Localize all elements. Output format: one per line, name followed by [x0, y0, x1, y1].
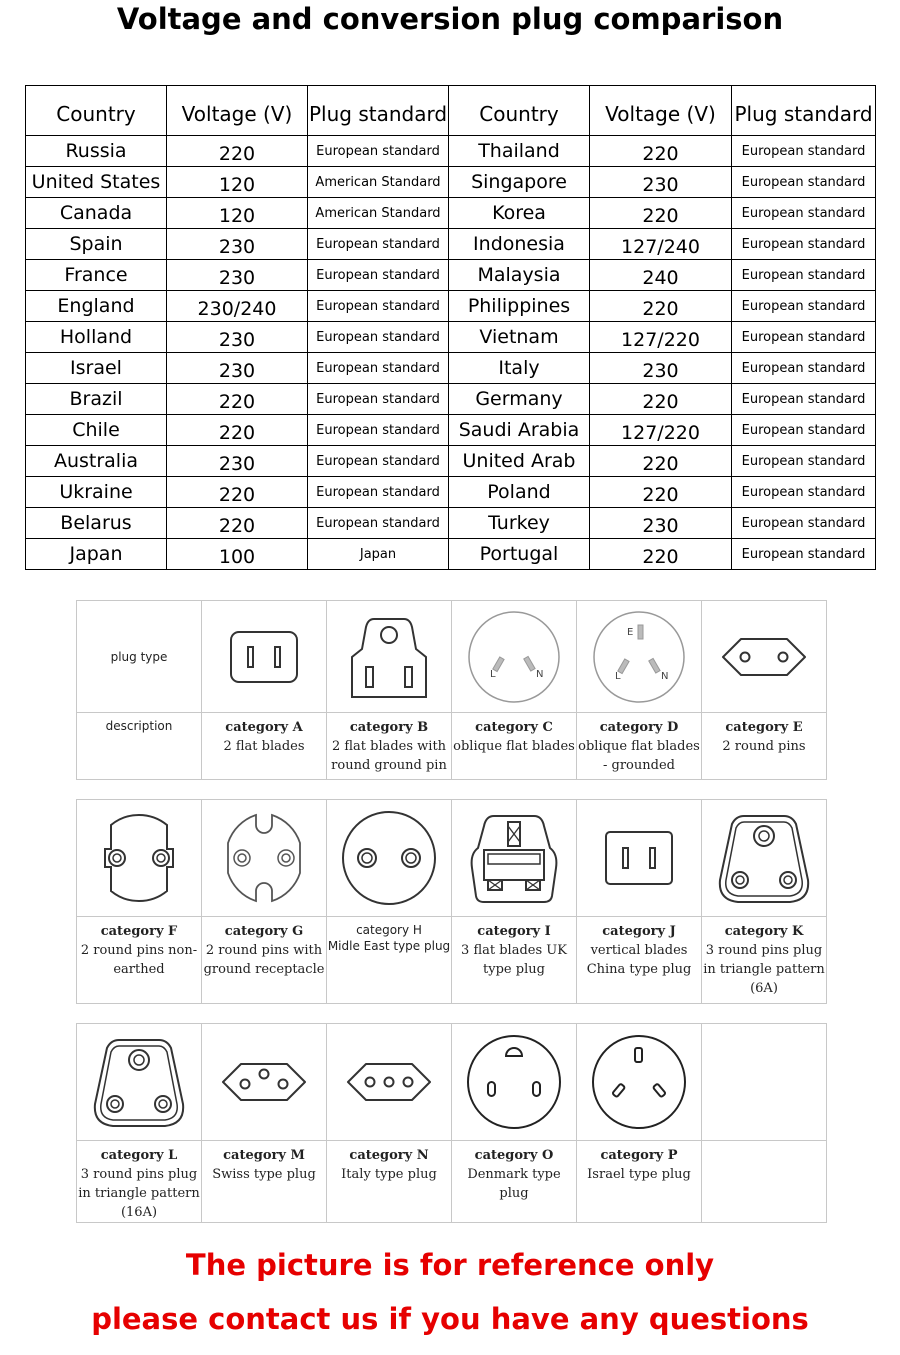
- plug-standard-cell: European standard: [732, 167, 876, 198]
- plug-standard-cell: European standard: [308, 477, 449, 508]
- plug-type-label: plug type: [77, 601, 202, 713]
- plug-e-icon: [719, 627, 809, 687]
- plug-d-icon: [589, 607, 689, 707]
- col-header-voltage: Voltage (V): [167, 86, 308, 136]
- col-header-country: Country: [26, 86, 167, 136]
- country-cell: Indonesia: [449, 229, 590, 260]
- country-cell: Italy: [449, 353, 590, 384]
- voltage-cell: 120: [167, 167, 308, 198]
- plug-f-icon: [89, 808, 189, 908]
- country-cell: Japan: [26, 539, 167, 570]
- country-cell: Belarus: [26, 508, 167, 539]
- country-cell: Philippines: [449, 291, 590, 322]
- plug-cell-b: [327, 601, 452, 713]
- country-cell: Malaysia: [449, 260, 590, 291]
- voltage-cell: 220: [167, 508, 308, 539]
- plug-a-icon: [224, 617, 304, 697]
- voltage-cell: 100: [167, 539, 308, 570]
- voltage-cell: 230: [590, 353, 732, 384]
- plug-cell-a: [202, 601, 327, 713]
- plug-j-icon: [599, 818, 679, 898]
- plug-desc-m: category M Swiss type plug: [202, 1141, 327, 1223]
- voltage-cell: 220: [590, 539, 732, 570]
- voltage-cell: 230: [167, 229, 308, 260]
- voltage-cell: 220: [590, 136, 732, 167]
- plug-standard-cell: European standard: [308, 136, 449, 167]
- table-row: [26, 415, 876, 446]
- country-cell: Chile: [26, 415, 167, 446]
- plug-standard-cell: European standard: [732, 446, 876, 477]
- plug-standard-cell: European standard: [308, 508, 449, 539]
- plug-desc-p: category P Israel type plug: [577, 1141, 702, 1223]
- country-cell: Korea: [449, 198, 590, 229]
- plug-standard-cell: European standard: [732, 198, 876, 229]
- plug-desc-j: category J vertical blades China type plug: [577, 917, 702, 1004]
- plug-standard-cell: European standard: [732, 415, 876, 446]
- voltage-cell: 220: [590, 291, 732, 322]
- table-row: [26, 198, 876, 229]
- plug-cell-f: [77, 800, 202, 917]
- voltage-cell: 230/240: [167, 291, 308, 322]
- voltage-cell: 230: [590, 167, 732, 198]
- plug-cell-n: [327, 1024, 452, 1141]
- country-cell: Turkey: [449, 508, 590, 539]
- plug-standard-cell: Japan: [308, 539, 449, 570]
- plug-standard-cell: European standard: [308, 229, 449, 260]
- plug-grid-2: [76, 799, 827, 1004]
- country-cell: Vietnam: [449, 322, 590, 353]
- plug-standard-cell: European standard: [308, 446, 449, 477]
- plug-desc-o: category O Denmark type plug: [452, 1141, 577, 1223]
- plug-desc-e: category E 2 round pins: [702, 713, 827, 780]
- plug-standard-cell: European standard: [732, 136, 876, 167]
- voltage-cell: 230: [167, 260, 308, 291]
- country-cell: Portugal: [449, 539, 590, 570]
- voltage-cell: 230: [590, 508, 732, 539]
- plug-c-letter-l: L: [490, 668, 496, 680]
- plug-cell-c: [452, 601, 577, 713]
- voltage-cell: 220: [167, 384, 308, 415]
- table-row: [26, 508, 876, 539]
- country-cell: Russia: [26, 136, 167, 167]
- voltage-cell: 220: [590, 384, 732, 415]
- plug-n-icon: [344, 1052, 434, 1112]
- plug-standard-cell: European standard: [732, 322, 876, 353]
- plug-i-icon: [466, 808, 562, 908]
- table-row: [26, 384, 876, 415]
- voltage-cell: 230: [167, 353, 308, 384]
- plug-standard-cell: European standard: [732, 477, 876, 508]
- plug-cell-e: [702, 601, 827, 713]
- voltage-cell: 220: [590, 198, 732, 229]
- plug-c-icon: [464, 607, 564, 707]
- plug-cell-k: [702, 800, 827, 917]
- reference-notice: The picture is for reference only: [185, 1248, 715, 1282]
- plug-cell-i: [452, 800, 577, 917]
- plug-cell-g: [202, 800, 327, 917]
- plug-cell-m: [202, 1024, 327, 1141]
- col-header-voltage: Voltage (V): [590, 86, 732, 136]
- table-row: [26, 322, 876, 353]
- country-cell: England: [26, 291, 167, 322]
- plug-cell-empty: [702, 1024, 827, 1141]
- plug-standard-cell: European standard: [732, 260, 876, 291]
- voltage-table: [25, 85, 876, 570]
- plug-desc-h: category H Midle East type plug: [327, 917, 452, 1004]
- plug-desc-l: category L 3 round pins plug in triangle pattern (16A): [77, 1141, 202, 1223]
- voltage-cell: 127/240: [590, 229, 732, 260]
- plug-standard-cell: European standard: [308, 260, 449, 291]
- plug-desc-empty: [702, 1141, 827, 1223]
- country-cell: Germany: [449, 384, 590, 415]
- plug-c-letter-n: N: [536, 668, 544, 680]
- country-cell: Thailand: [449, 136, 590, 167]
- plug-standard-cell: European standard: [732, 291, 876, 322]
- plug-grid-3: [76, 1023, 827, 1223]
- plug-standard-cell: European standard: [308, 291, 449, 322]
- voltage-cell: 127/220: [590, 415, 732, 446]
- voltage-cell: 240: [590, 260, 732, 291]
- voltage-cell: 220: [167, 477, 308, 508]
- col-header-country: Country: [449, 86, 590, 136]
- voltage-cell: 220: [167, 415, 308, 446]
- plug-desc-c: category C oblique flat blades: [452, 713, 577, 780]
- table-row: [26, 136, 876, 167]
- plug-cell-l: [77, 1024, 202, 1141]
- table-row: [26, 167, 876, 198]
- contact-notice: please contact us if you have any questions: [91, 1302, 809, 1336]
- voltage-cell: 220: [167, 136, 308, 167]
- voltage-cell: 220: [590, 477, 732, 508]
- plug-desc-d: category D oblique flat blades - grounded: [577, 713, 702, 780]
- plug-k-icon: [714, 808, 814, 908]
- plug-desc-n: category N Italy type plug: [327, 1141, 452, 1223]
- plug-b-icon: [344, 609, 434, 705]
- plug-standard-cell: European standard: [732, 384, 876, 415]
- plug-standard-cell: European standard: [732, 353, 876, 384]
- plug-cell-p: [577, 1024, 702, 1141]
- country-cell: Holland: [26, 322, 167, 353]
- country-cell: Singapore: [449, 167, 590, 198]
- plug-standard-cell: European standard: [732, 539, 876, 570]
- table-header-row: [26, 86, 876, 136]
- country-cell: France: [26, 260, 167, 291]
- voltage-cell: 230: [167, 446, 308, 477]
- plug-standard-cell: European standard: [308, 322, 449, 353]
- plug-cell-j: [577, 800, 702, 917]
- country-cell: Israel: [26, 353, 167, 384]
- table-row: [26, 260, 876, 291]
- plug-l-icon: [89, 1032, 189, 1132]
- table-row: [26, 446, 876, 477]
- table-row: [26, 353, 876, 384]
- plug-o-icon: [464, 1032, 564, 1132]
- voltage-cell: 230: [167, 322, 308, 353]
- voltage-cell: 127/220: [590, 322, 732, 353]
- plug-standard-cell: European standard: [308, 353, 449, 384]
- plug-desc-i: category I 3 flat blades UK type plug: [452, 917, 577, 1004]
- plug-desc-b: category B 2 flat blades with round ground pin: [327, 713, 452, 780]
- plug-standard-cell: American Standard: [308, 198, 449, 229]
- voltage-cell: 220: [590, 446, 732, 477]
- country-cell: Ukraine: [26, 477, 167, 508]
- plug-standard-cell: European standard: [308, 415, 449, 446]
- plug-desc-f: category F 2 round pins non-earthed: [77, 917, 202, 1004]
- plug-standard-cell: European standard: [732, 229, 876, 260]
- plug-grid-1: [76, 600, 827, 780]
- plug-h-icon: [339, 808, 439, 908]
- table-row: [26, 539, 876, 570]
- plug-cell-h: [327, 800, 452, 917]
- country-cell: Canada: [26, 198, 167, 229]
- plug-p-icon: [589, 1032, 689, 1132]
- voltage-cell: 120: [167, 198, 308, 229]
- country-cell: Spain: [26, 229, 167, 260]
- table-row: [26, 229, 876, 260]
- col-header-plug-standard: Plug standard: [308, 86, 449, 136]
- description-label: description: [77, 713, 202, 780]
- table-row: [26, 477, 876, 508]
- country-cell: United Arab: [449, 446, 590, 477]
- plug-desc-g: category G 2 round pins with ground receptacle: [202, 917, 327, 1004]
- plug-desc-a: category A 2 flat blades: [202, 713, 327, 780]
- plug-desc-k: category K 3 round pins plug in triangle pattern (6A): [702, 917, 827, 1004]
- plug-d-letter-e: E: [627, 626, 634, 638]
- country-cell: Poland: [449, 477, 590, 508]
- plug-cell-o: [452, 1024, 577, 1141]
- country-cell: Australia: [26, 446, 167, 477]
- country-cell: United States: [26, 167, 167, 198]
- plug-d-letter-l: L: [615, 670, 621, 682]
- country-cell: Saudi Arabia: [449, 415, 590, 446]
- table-row: [26, 291, 876, 322]
- plug-standard-cell: American Standard: [308, 167, 449, 198]
- plug-standard-cell: European standard: [732, 508, 876, 539]
- plug-cell-d: [577, 601, 702, 713]
- plug-g-icon: [214, 808, 314, 908]
- plug-standard-cell: European standard: [308, 384, 449, 415]
- plug-d-letter-n: N: [661, 670, 669, 682]
- col-header-plug-standard: Plug standard: [732, 86, 876, 136]
- country-cell: Brazil: [26, 384, 167, 415]
- plug-m-icon: [219, 1052, 309, 1112]
- page-title: Voltage and conversion plug comparison: [116, 2, 784, 36]
